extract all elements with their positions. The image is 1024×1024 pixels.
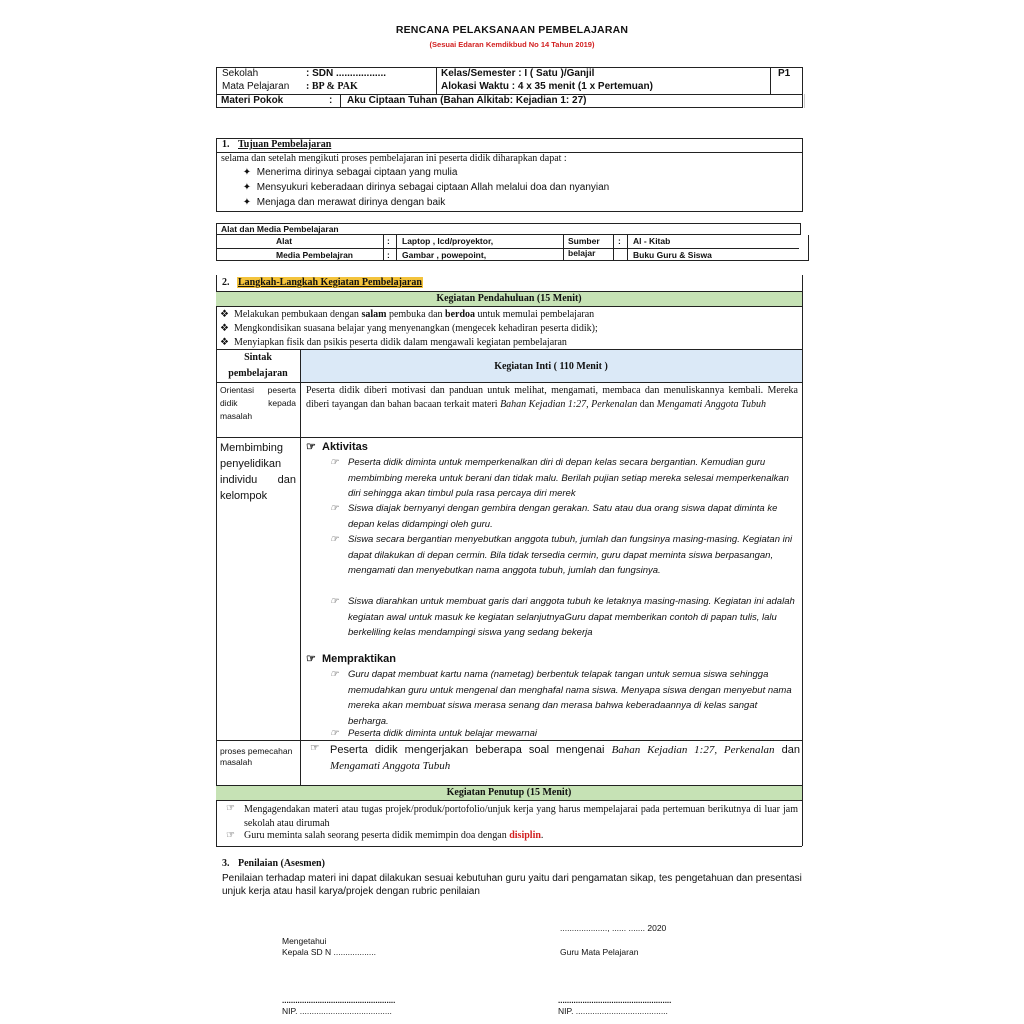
aktivitas-item: ☞ Siswa secara bergantian menyebutkan anggota tubuh, jumlah dan fungsinya masing-masing. Kegiatan ini dapat dilakukan di depan cermin. Bila tidak tersedia cermin, guru dapat meminta siswa berpasangan, mengamati dan menyebutkan nama anggota tubuh, jumlah dan fungsinya.	[330, 534, 793, 576]
pointing-hand-icon: ☞	[330, 728, 339, 739]
pendahuluan-item: ❖ Menyiapkan fisik dan psikis peserta didik dalam mengawali kegiatan pembelajaran	[220, 337, 567, 348]
nip-right: NIP. .......................................	[558, 1006, 668, 1016]
proses-label: proses pemecahan masalah	[220, 746, 293, 767]
diamond-bullet-icon: ❖	[220, 323, 229, 334]
media-value: Gambar , powepoint,	[402, 250, 487, 260]
signature-line-right: ...................................................	[558, 996, 672, 1005]
materi-label: Materi Pokok	[221, 95, 284, 106]
sekolah-value: : SDN ..................	[306, 68, 387, 79]
tujuan-intro: selama dan setelah mengikuti proses pembelajaran ini peserta didik diharapkan dapat :	[221, 153, 567, 164]
orientasi-label: Orientasi peserta didik kepada masalah	[220, 385, 296, 421]
sumber-label-1: Sumber	[568, 236, 600, 246]
tujuan-item: ✦ Mensyukuri keberadaan dirinya sebagai ciptaan Allah melalui doa dan nyanyian	[240, 182, 609, 193]
langkah-heading-num: 2.	[222, 277, 230, 288]
signature-mengetahui: Mengetahui	[282, 936, 327, 946]
inti-title: Kegiatan Inti ( 110 Menit )	[494, 361, 608, 372]
pendahuluan-item: ❖ Melakukan pembukaan dengan salam pembuka dan berdoa untuk memulai pembelajaran	[220, 309, 595, 320]
alat-separator: :	[387, 236, 390, 246]
tujuan-item: ✦ Menjaga dan merawat dirinya dengan baik	[240, 197, 445, 208]
diamond-bullet-icon: ❖	[220, 337, 229, 348]
pointing-hand-icon: ☞	[226, 803, 235, 814]
alat-value: Laptop , lcd/proyektor,	[402, 236, 494, 246]
alokasi-waktu: Alokasi Waktu : 4 x 35 menit (1 x Pertemuan)	[441, 81, 653, 92]
tujuan-heading-num: 1.	[222, 139, 230, 150]
sumber-label-2: belajar	[568, 248, 596, 258]
cross-bullet-icon: ✦	[242, 197, 252, 208]
signature-date: ...................., ...... ....... 2020	[560, 923, 667, 933]
aktivitas-heading: ☞ Aktivitas	[306, 441, 368, 453]
penilaian-text: Penilaian terhadap materi ini dapat dilakukan sesuai kebutuhan guru yaitu dari pengamatan sikap, tes pengetahuan dan presentasi unjuk kerja atau hasil karya/projek dengan rubric penilaian	[222, 873, 802, 897]
aktivitas-item: ☞ Siswa diajak bernyanyi dengan gembira dengan gerakan. Satu atau dua orang siswa dapat diminta ke depan kelas didampingi oleh guru.	[330, 503, 778, 530]
mapel-value: : BP & PAK	[306, 81, 358, 92]
mempraktikan-item: ☞ Guru dapat membuat kartu nama (nametag) berbentuk telapak tangan untuk semua siswa sehingga memudahkan guru untuk mengenal dan menghafal nama siswa. Menyapa siswa dengan menyebut nama mereka akan membuat siswa merasa senang dan merasa bahwa keberadaannya di kelas sangat berharga.	[330, 669, 792, 727]
pendahuluan-item: ❖ Mengkondisikan suasana belajar yang menyenangkan (mengecek kehadiran peserta didik);	[220, 323, 598, 334]
pointing-hand-icon: ☞	[330, 503, 339, 514]
pointing-hand-icon: ☞	[330, 457, 339, 468]
orientasi-text: Peserta didik diberi motivasi dan panduan untuk melihat, mengamati, membaca dan menuliskannya kembali. Mereka diberi tayangan dan bahan bacaan terkait materi Bahan Kejadian 1:27, Perkenalan dan Mengamati Anggota Tubuh	[306, 385, 798, 410]
kelas-semester: Kelas/Semester : I ( Satu )/Ganjil	[441, 68, 595, 79]
cross-bullet-icon: ✦	[242, 182, 252, 193]
sumber-separator: :	[618, 236, 621, 246]
sintak-label-2: pembelajaran	[228, 368, 288, 379]
pointing-hand-icon: ☞	[330, 669, 339, 680]
nip-left: NIP. .......................................	[282, 1006, 392, 1016]
media-label: Media Pembelajran	[276, 250, 354, 260]
media-separator: :	[387, 250, 390, 260]
sintak-label-1: Sintak	[244, 352, 272, 363]
page-code: P1	[778, 68, 791, 79]
pointing-hand-icon: ☞	[330, 534, 339, 545]
pendahuluan-title: Kegiatan Pendahuluan (15 Menit)	[436, 293, 582, 304]
signature-line-left: ...................................................	[282, 996, 396, 1005]
materi-value: Aku Ciptaan Tuhan (Bahan Alkitab: Kejadian 1: 27)	[347, 95, 587, 106]
mapel-label: Mata Pelajaran	[222, 81, 290, 92]
mempraktikan-heading: ☞ Mempraktikan	[306, 653, 396, 665]
document-title: RENCANA PELAKSANAAN PEMBELAJARAN	[395, 24, 629, 36]
signature-guru: Guru Mata Pelajaran	[560, 947, 639, 957]
penilaian-heading: Penilaian (Asesmen)	[238, 858, 325, 869]
membimbing-label: Membimbing penyelidikan individu dan kelompok	[220, 442, 296, 502]
aktivitas-item: ☞ Siswa diarahkan untuk membuat garis dari anggota tubuh ke letaknya masing-masing. Kegiatan ini adalah kegiatan awal untuk masuk ke kegiatan selanjutnyaGuru dapat memberikan contoh di papan tulis, lalu berkeliling kelas mendampingi siswa yang sedang bekerja	[330, 596, 795, 638]
materi-separator: :	[329, 95, 333, 106]
penilaian-heading-num: 3.	[222, 858, 230, 869]
tujuan-item: ✦ Menerima dirinya sebagai ciptaan yang mulia	[240, 167, 457, 178]
tujuan-heading: Tujuan Pembelajaran	[238, 139, 332, 150]
pointing-hand-icon: ☞	[306, 653, 316, 665]
pointing-hand-icon: ☞	[306, 441, 316, 453]
cross-bullet-icon: ✦	[242, 167, 252, 178]
langkah-heading: Langkah-Langkah Kegiatan Pembelajaran	[238, 277, 422, 288]
penutup-title: Kegiatan Penutup (15 Menit)	[446, 787, 572, 798]
sumber-2: Buku Guru & Siswa	[633, 250, 712, 260]
penutup-item: Guru meminta salah seorang peserta didik memimpin doa dengan disiplin.	[244, 830, 544, 841]
penutup-item: Mengagendakan materi atau tugas projek/produk/portofolio/unjuk kerja yang harus mempelajarai pada pertemuan berikutnya di luar jam sekolah atau dirumah	[244, 804, 798, 829]
signature-kepala: Kepala SD N ..................	[282, 947, 377, 957]
sumber-1: Al - Kitab	[633, 236, 671, 246]
aktivitas-item: ☞ Peserta didik diminta untuk memperkenalkan diri di depan kelas secara bergantian. Kemudian guru membimbing mereka untuk berani dan tidak malu. Berilah pujian setiap mereka selesai memperkenalkan diri sehingga akan timbul pula rasa percaya diri merek	[330, 457, 789, 499]
proses-text: Peserta didik mengerjakan beberapa soal mengenai Bahan Kejadian 1:27, Perkenalan dan Mengamati Anggota Tubuh	[330, 744, 800, 772]
pointing-hand-icon: ☞	[226, 830, 235, 841]
pointing-hand-icon: ☞	[330, 596, 339, 607]
alat-heading: Alat dan Media Pembelajaran	[221, 224, 339, 234]
mempraktikan-item: ☞ Peserta didik diminta untuk belajar mewarnai	[330, 726, 800, 742]
document-subtitle: (Sesuai Edaran Kemdikbud No 14 Tahun 2019)	[429, 40, 595, 49]
sekolah-label: Sekolah	[222, 68, 259, 79]
alat-label: Alat	[276, 236, 293, 246]
pointing-hand-icon: ☞	[310, 742, 320, 754]
diamond-bullet-icon: ❖	[220, 309, 229, 320]
